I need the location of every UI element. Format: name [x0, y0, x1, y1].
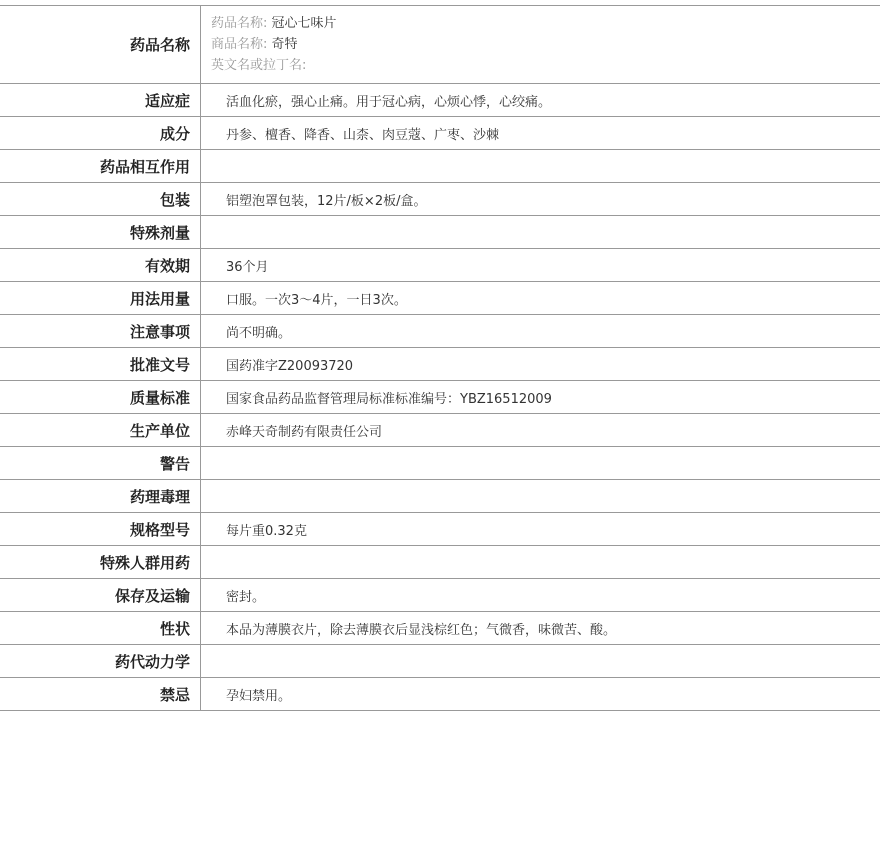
drug-name-row: [0, 6, 880, 84]
row-label: 成分: [0, 117, 201, 150]
generic-name-key: 药品名称:: [211, 16, 268, 31]
row-value: 丹参、檀香、降香、山柰、肉豆蔻、广枣、沙棘: [201, 117, 880, 150]
row-label: 保存及运输: [0, 579, 201, 612]
table-row: [0, 612, 880, 645]
row-value: 密封。: [201, 579, 880, 612]
english-name-key: 英文名或拉丁名:: [211, 58, 307, 73]
drug-name-label: 药品名称: [0, 6, 201, 84]
row-value: 活血化瘀，强心止痛。用于冠心病，心烦心悸，心绞痛。: [201, 84, 880, 117]
table-row: [0, 84, 880, 117]
row-value: 尚不明确。: [201, 315, 880, 348]
row-label: 性状: [0, 612, 201, 645]
row-value: [201, 216, 880, 249]
row-value: 36个月: [201, 249, 880, 282]
row-label: 特殊剂量: [0, 216, 201, 249]
row-label: 规格型号: [0, 513, 201, 546]
row-value: [201, 645, 880, 678]
table-row: [0, 117, 880, 150]
row-value: 国药准字Z20093720: [201, 348, 880, 381]
row-label: 有效期: [0, 249, 201, 282]
row-value: [201, 546, 880, 579]
row-label: 批准文号: [0, 348, 201, 381]
row-label: 药代动力学: [0, 645, 201, 678]
table-row: [0, 249, 880, 282]
generic-name-line: [211, 13, 880, 34]
row-value: [201, 150, 880, 183]
table-row: [0, 513, 880, 546]
table-row: [0, 381, 880, 414]
table-row: [0, 579, 880, 612]
row-label: 质量标准: [0, 381, 201, 414]
table-row: [0, 645, 880, 678]
row-label: 生产单位: [0, 414, 201, 447]
row-value: 孕妇禁用。: [201, 678, 880, 711]
row-value: 国家食品药品监督管理局标准标准编号：YBZ16512009: [201, 381, 880, 414]
row-label: 注意事项: [0, 315, 201, 348]
table-row: [0, 348, 880, 381]
row-label: 药理毒理: [0, 480, 201, 513]
generic-name-value: 冠心七味片: [271, 16, 337, 31]
table-row: [0, 447, 880, 480]
row-value: 本品为薄膜衣片，除去薄膜衣后显浅棕红色；气微香，味微苦、酸。: [201, 612, 880, 645]
table-row: [0, 546, 880, 579]
table-row: [0, 216, 880, 249]
trade-name-key: 商品名称:: [211, 37, 268, 52]
row-label: 禁忌: [0, 678, 201, 711]
row-value: 每片重0.32克: [201, 513, 880, 546]
row-value: [201, 480, 880, 513]
row-value: 铝塑泡罩包装，12片/板×2板/盒。: [201, 183, 880, 216]
english-name-line: [211, 55, 880, 76]
table-row: [0, 480, 880, 513]
drug-spec-table: [0, 5, 880, 711]
row-value: 口服。一次3～4片，一日3次。: [201, 282, 880, 315]
row-value: 赤峰天奇制药有限责任公司: [201, 414, 880, 447]
row-label: 药品相互作用: [0, 150, 201, 183]
row-value: [201, 447, 880, 480]
trade-name-line: [211, 34, 880, 55]
row-label: 警告: [0, 447, 201, 480]
row-label: 特殊人群用药: [0, 546, 201, 579]
table-row: [0, 282, 880, 315]
drug-name-cell: [201, 6, 880, 84]
row-label: 包装: [0, 183, 201, 216]
table-row: [0, 315, 880, 348]
row-label: 适应症: [0, 84, 201, 117]
table-row: [0, 150, 880, 183]
spec-rows: [0, 84, 880, 711]
table-row: [0, 183, 880, 216]
table-row: [0, 678, 880, 711]
row-label: 用法用量: [0, 282, 201, 315]
trade-name-value: 奇特: [271, 37, 298, 52]
table-row: [0, 414, 880, 447]
